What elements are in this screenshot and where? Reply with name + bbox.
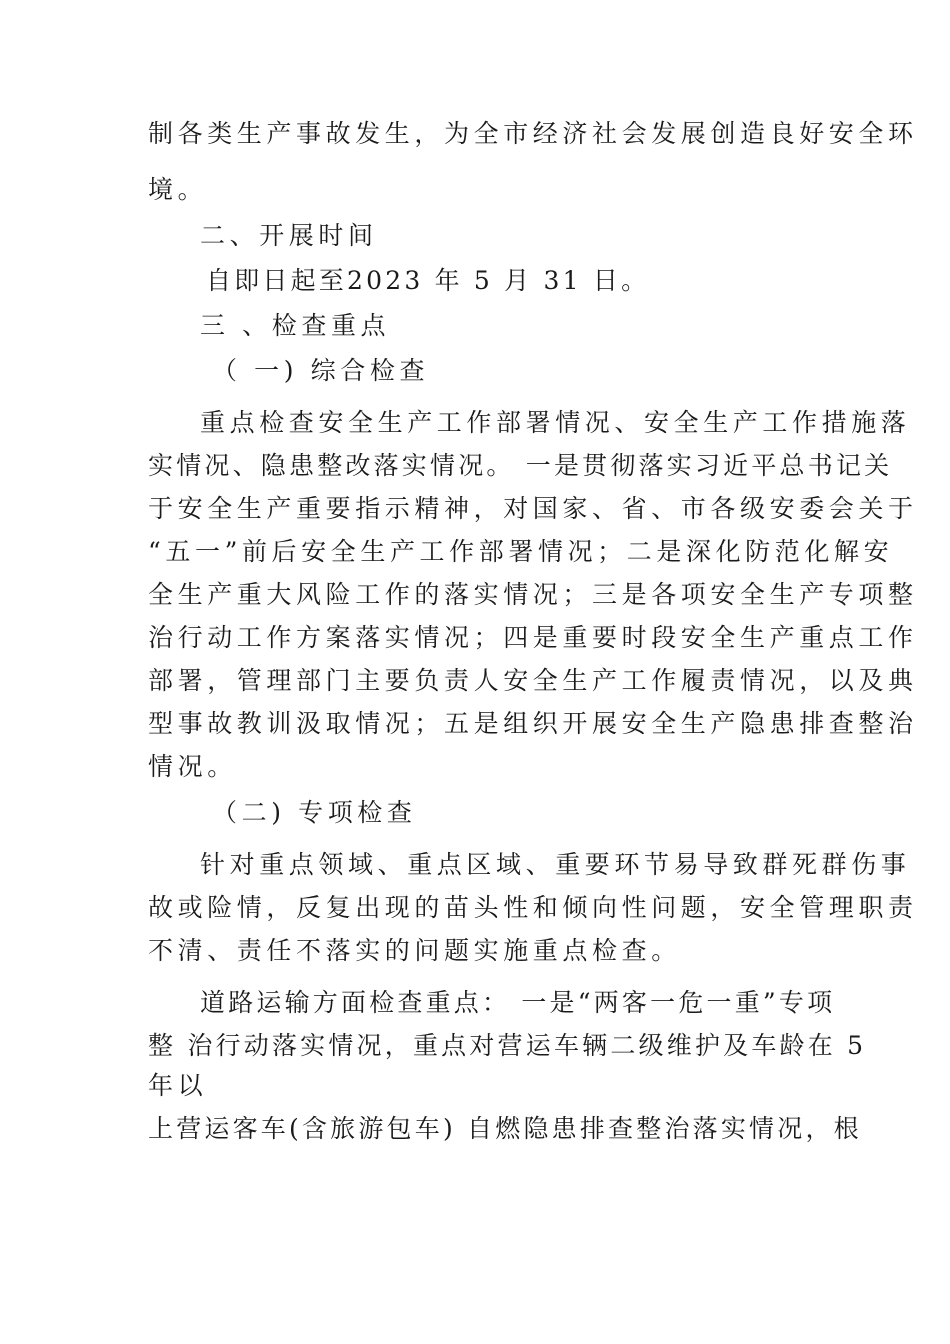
paragraph-line: 情况。 — [148, 752, 237, 781]
paragraph-line: 不清、责任不落实的问题实施重点检查。 — [148, 936, 681, 965]
paragraph-line: 重点检查安全生产工作部署情况、安全生产工作措施落 — [200, 408, 911, 437]
paragraph-line: 故或险情，反复出现的苗头性和倾向性问题，安全管理职责 — [148, 893, 918, 922]
section-heading: 二、开展时间 — [200, 221, 378, 250]
paragraph-line: 道路运输方面检查重点： 一是“两客一危一重”专项 — [200, 988, 836, 1017]
paragraph-line: 部署，管理部门主要负责人安全生产工作履责情况，以及典 — [148, 666, 918, 695]
paragraph-line: 治行动工作方案落实情况；四是重要时段安全生产重点工作 — [148, 623, 918, 652]
paragraph-line: 全生产重大风险工作的落实情况；三是各项安全生产专项整 — [148, 580, 918, 609]
paragraph-line: 境。 — [148, 175, 208, 204]
subsection-heading: （ 一) 综合检查 — [212, 356, 430, 385]
paragraph-line: 自即日起至2023 年 5 月 31 日。 — [206, 266, 650, 295]
paragraph-line: 制各类生产事故发生，为全市经济社会发展创造良好安全环 — [148, 119, 918, 148]
paragraph-line: 于安全生产重要指示精神，对国家、省、市各级安委会关于 — [148, 494, 918, 523]
paragraph-line: 上营运客车(含旅游包车) 自燃隐患排查整治落实情况，根 — [148, 1114, 862, 1143]
paragraph-line: 年以 — [148, 1071, 208, 1100]
paragraph-line: 整 治行动落实情况，重点对营运车辆二级维护及车龄在 5 — [148, 1031, 867, 1060]
paragraph-line: 实情况、隐患整改落实情况。 一是贯彻落实习近平总书记关 — [148, 451, 893, 480]
paragraph-line: 型事故教训汲取情况；五是组织开展安全生产隐患排查整治 — [148, 709, 918, 738]
paragraph-line: “五一”前后安全生产工作部署情况；二是深化防范化解安 — [148, 537, 894, 566]
section-heading: 三 、检查重点 — [200, 311, 391, 340]
subsection-heading: （二) 专项检查 — [212, 798, 417, 827]
paragraph-line: 针对重点领域、重点区域、重要环节易导致群死群伤事 — [200, 850, 911, 879]
